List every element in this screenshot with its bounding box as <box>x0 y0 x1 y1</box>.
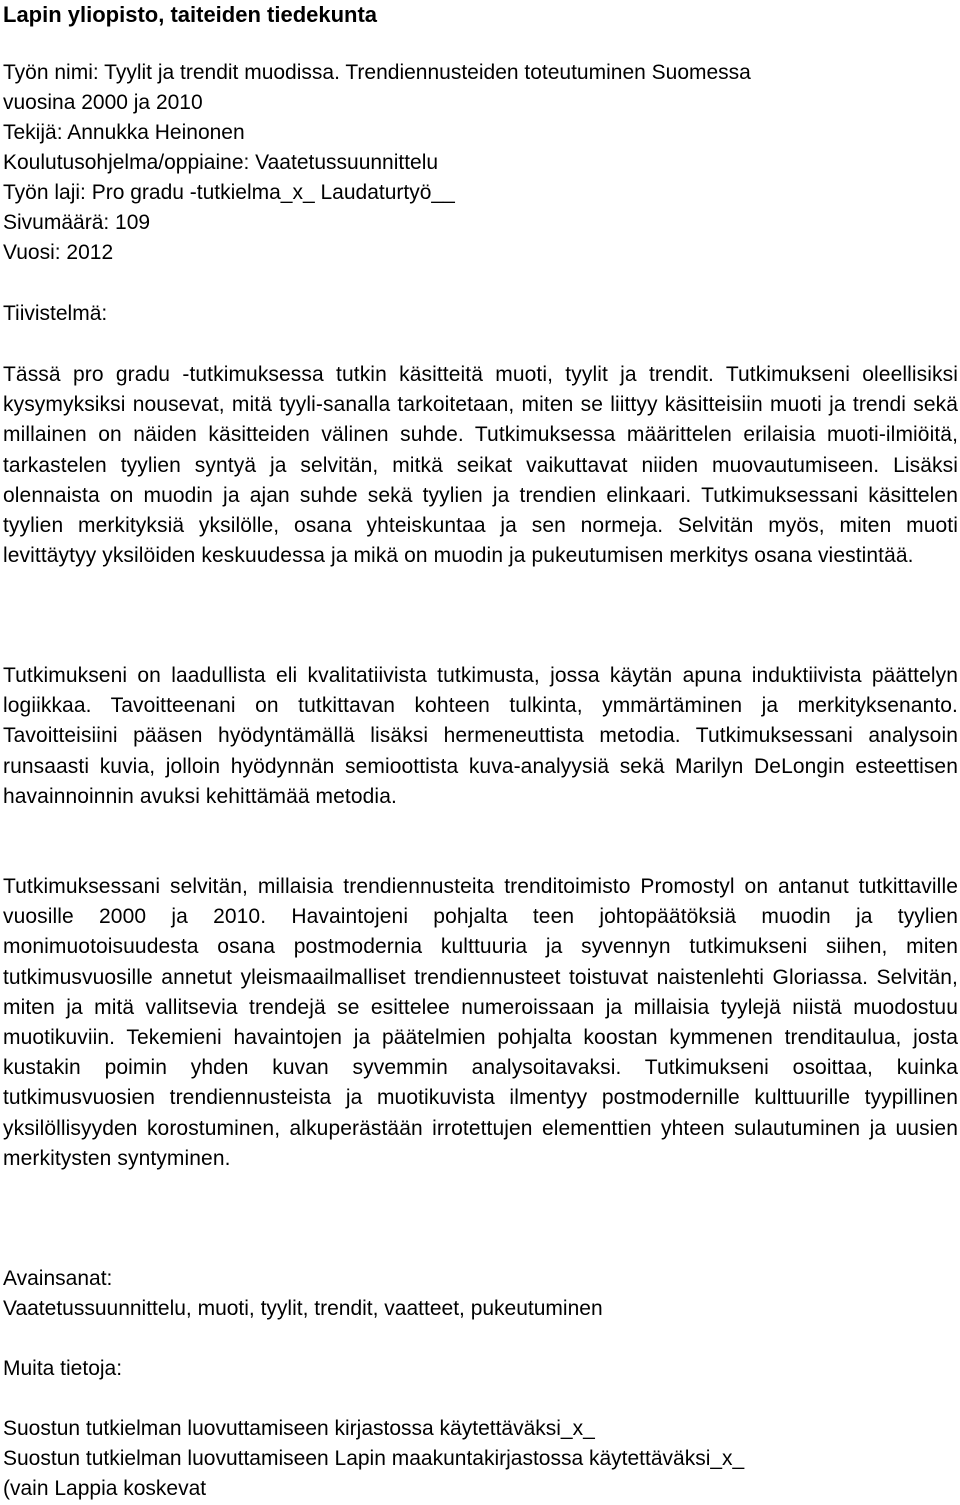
thesis-metadata <box>3 58 751 268</box>
consent-library-line: Suostun tutkielman luovuttamiseen kirjastossa käytettäväksi_x_ <box>3 1417 595 1440</box>
other-info-label: Muita tietoja: <box>3 1357 123 1380</box>
program-line: Koulutusohjelma/oppiaine: Vaatetussuunnittelu <box>3 151 439 174</box>
abstract-paragraph-2: Tutkimukseni on laadullista eli kvalitatiivista tutkimusta, jossa käytän apuna induktiivista päättelyn logiikkaa. Tavoitteenani on tutkittavan kohteen tulkinta, ymmärtäminen ja merkityksenanto. Tavoitteisiini pääsen hyödyntämällä lisäksi hermeneuttista metodia. Tutkimuksessani analysoin runsaasti kuvia, jolloin hyödynnän semioottista kuva-analyysiä sekä Marilyn DeLongin esteettisen havainnoinnin avuksi kehittämää metodia. <box>3 664 958 808</box>
keywords-value: Vaatetussuunnittelu, muoti, tyylit, trendit, vaatteet, pukeutuminen <box>3 1297 603 1320</box>
year-line: Vuosi: 2012 <box>3 241 114 264</box>
work-type-line: Työn laji: Pro gradu -tutkielma_x_ Laudaturtyö__ <box>3 181 455 204</box>
consent-regional-library-line: Suostun tutkielman luovuttamiseen Lapin maakuntakirjastossa käytettäväksi_x_ <box>3 1447 745 1470</box>
abstract-paragraph-3: Tutkimuksessani selvitän, millaisia trendiennusteita trenditoimisto Promostyl on antanut tutkittaville vuosille 2000 ja 2010. Havaintojeni pohjalta teen johtopäätöksiä muodin ja tyylien monimuotoisuudesta osana postmodernia kulttuuria ja syvennyn tutkimukseni siihen, miten tutkimusvuosille annetut yleismaailmalliset trendiennusteet toistuvat naistenlehti Gloriassa. Selvitän, miten ja mitä vallitsevia trendejä se esittelee numeroissaan ja millaisia tyylejä niistä muodostuu muotikuviin. Tekemieni havaintojen ja päätelmien pohjalta koostan kymmenen trenditaulua, josta kustakin poimin yhden kuvan syvemmin analysoitavaksi. Tutkimukseni osoittaa, kuinka tutkimusvuosien trendiennusteista ja muotikuvista ilmentyy postmodernille kulttuurille tyypillinen yksilöllisyyden korostuminen, alkuperästään irrotettujen elementtien yhteen sulautuminen ja uusien merkitysten syntyminen. <box>3 875 958 1170</box>
page-count-line: Sivumäärä: 109 <box>3 211 151 234</box>
faculty-title: Lapin yliopisto, taiteiden tiedekunta <box>3 2 378 27</box>
keywords-label: Avainsanat: <box>3 1267 113 1290</box>
abstract-label: Tiivistelmä: <box>3 302 108 325</box>
abstract-paragraph-1: Tässä pro gradu -tutkimuksessa tutkin käsitteitä muoti, tyylit ja trendit. Tutkimukseni oleellisiksi kysymyksiksi nousevat, mitä tyyli-sanalla tarkoitetaan, miten se liittyy käsitteisiin muoti ja trendi sekä millainen on näiden käsitteiden välinen suhde. Tutkimuksessa määrittelen erilaisia muoti-ilmiöitä, tarkastelen tyylien syntyä ja selvitän, mitkä seikat vaikuttavat niiden muovautumiseen. Lisäksi olennaista on muodin ja ajan suhde sekä tyylien ja trendien elinkaari. Tutkimuksessani käsittelen tyylien merkityksiä yksilölle, osana yhteiskuntaa ja sen normeja. Selvitän myös, miten muoti levittäytyy yksilöiden keskuudessa ja mikä on muodin ja pukeutumisen merkitys osana viestintää. <box>3 363 958 568</box>
work-name-line-2: vuosina 2000 ja 2010 <box>3 91 203 114</box>
work-name-line-1: Työn nimi: Tyylit ja trendit muodissa. Trendiennusteiden toteutuminen Suomessa <box>3 61 751 84</box>
author-line: Tekijä: Annukka Heinonen <box>3 121 245 144</box>
lapland-note-line: (vain Lappia koskevat <box>3 1477 207 1500</box>
